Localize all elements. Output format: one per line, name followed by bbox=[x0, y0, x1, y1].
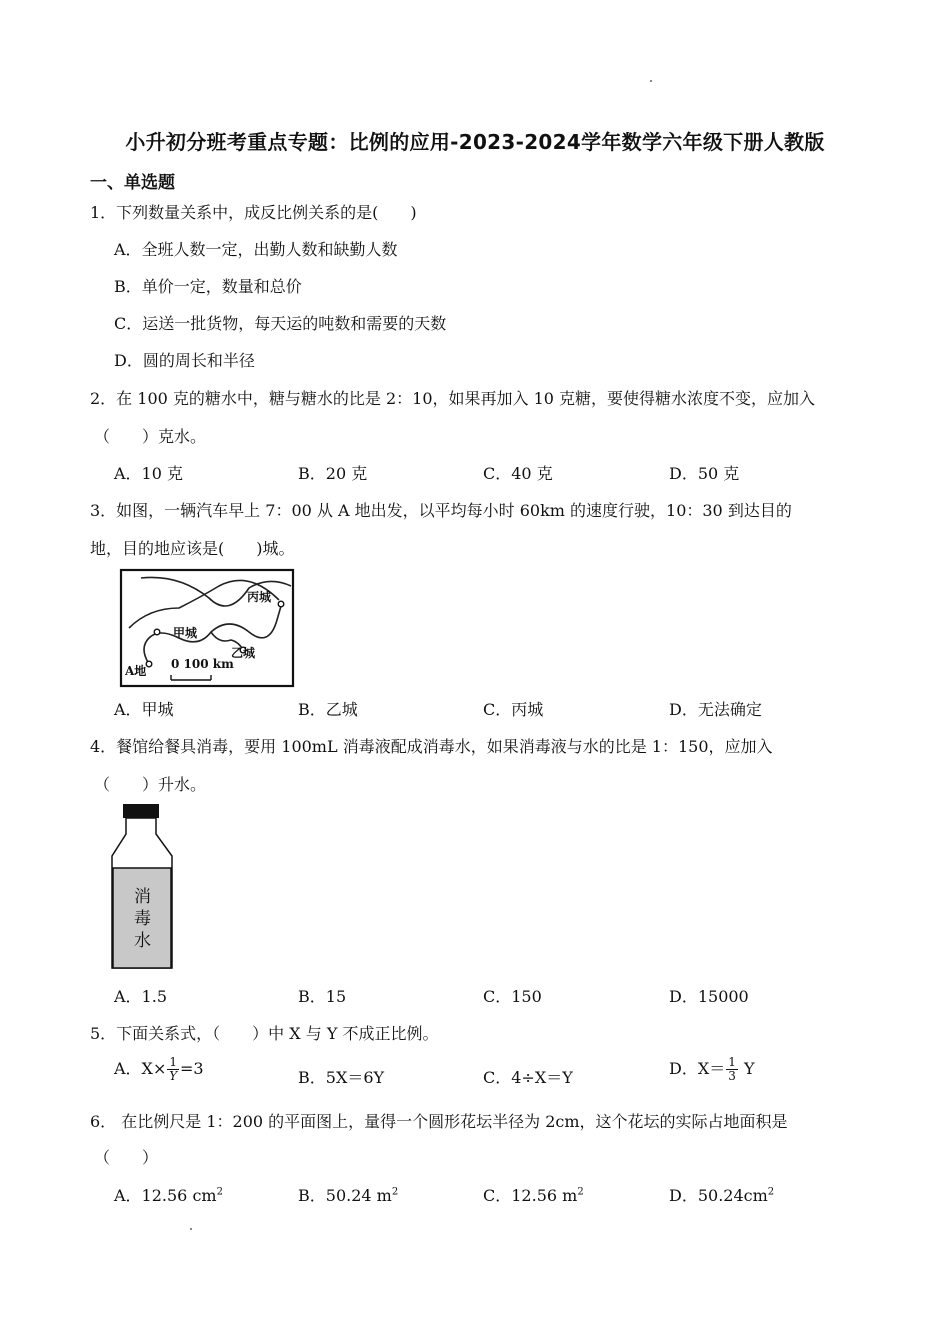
q5-a-denominator: Y bbox=[169, 1069, 178, 1083]
q4-option-c[interactable]: C．150 bbox=[483, 987, 542, 1006]
q3-option-a[interactable]: A．甲城 bbox=[114, 700, 174, 719]
q6-option-b[interactable] bbox=[298, 1183, 398, 1206]
q6-c-text: C．12.56 m bbox=[483, 1186, 578, 1205]
q5-option-b[interactable]: B．5X＝6Y bbox=[298, 1068, 385, 1087]
bottle-label-char-2: 毒 bbox=[134, 909, 151, 929]
q5-a-fraction bbox=[167, 1056, 179, 1083]
q6-c-exponent: 2 bbox=[577, 1186, 584, 1198]
section-heading: 一、单选题 bbox=[90, 173, 175, 193]
question-2-stem: 2．在 100 克的糖水中，糖与糖水的比是 2：10，如果再加入 10 克糖，要使得糖水浓度不变，应加入 bbox=[90, 389, 816, 408]
q6-b-text: B．50.24 m bbox=[298, 1186, 392, 1205]
route-map-figure bbox=[119, 568, 297, 690]
q5-option-a[interactable] bbox=[114, 1056, 204, 1083]
q2-option-b[interactable]: B．20 克 bbox=[298, 464, 368, 483]
bottle-label-char-1: 消 bbox=[134, 887, 151, 907]
q1-option-c[interactable]: C．运送一批货物，每天运的吨数和需要的天数 bbox=[114, 314, 447, 333]
q5-d-numerator: 1 bbox=[728, 1055, 736, 1069]
q6-option-d[interactable] bbox=[669, 1183, 774, 1206]
map-city-bing: 丙城 bbox=[247, 590, 272, 604]
q6-option-a[interactable] bbox=[114, 1183, 223, 1206]
q3-option-d[interactable]: D．无法确定 bbox=[669, 700, 762, 719]
q4-option-d[interactable]: D．15000 bbox=[669, 987, 749, 1006]
q6-b-exponent: 2 bbox=[391, 1186, 399, 1198]
question-1-stem: 1．下列数量关系中，成反比例关系的是( ) bbox=[90, 203, 417, 222]
q5-d-fraction bbox=[726, 1056, 738, 1083]
q5-option-d[interactable] bbox=[669, 1056, 755, 1083]
q3-option-b[interactable]: B．乙城 bbox=[298, 700, 358, 719]
question-6-stem-cont: （ ） bbox=[94, 1148, 159, 1167]
question-6-stem: 6． 在比例尺是 1：200 的平面图上，量得一个圆形花坛半径为 2cm，这个花坛的实际占地面积是 bbox=[90, 1112, 788, 1131]
q3-option-c[interactable]: C．丙城 bbox=[483, 700, 544, 719]
q6-a-exponent: 2 bbox=[216, 1186, 223, 1198]
q1-option-b[interactable]: B．单价一定，数量和总价 bbox=[114, 277, 302, 296]
question-4-stem: 4．餐馆给餐具消毒，要用 100mL 消毒液配成消毒水，如果消毒液与水的比是 1：150，应加入 bbox=[90, 737, 773, 756]
question-2-stem-cont: （ ）克水。 bbox=[94, 427, 207, 446]
bottle-label-char-3: 水 bbox=[134, 931, 151, 951]
q5-d-prefix: D．X＝ bbox=[669, 1059, 726, 1078]
question-3-stem-cont: 地，目的地应该是( )城。 bbox=[90, 539, 295, 558]
q5-d-denominator: 3 bbox=[728, 1069, 736, 1083]
map-city-yi: 乙城 bbox=[231, 646, 256, 660]
q1-option-d[interactable]: D．圆的周长和半径 bbox=[114, 351, 255, 370]
map-scale-label: 0 100 km bbox=[171, 657, 234, 671]
q6-a-text: A．12.56 cm bbox=[114, 1186, 217, 1205]
q6-d-text: D．50.24cm bbox=[669, 1186, 768, 1205]
q1-option-a[interactable]: A．全班人数一定，出勤人数和缺勤人数 bbox=[114, 240, 398, 259]
map-city-jia: 甲城 bbox=[173, 626, 198, 640]
q2-option-d[interactable]: D．50 克 bbox=[669, 464, 740, 483]
q5-a-prefix: A．X× bbox=[114, 1059, 167, 1078]
page-title: 小升初分班考重点专题：比例的应用-2023-2024学年数学六年级下册人教版 bbox=[125, 130, 825, 154]
q6-d-exponent: 2 bbox=[767, 1186, 775, 1198]
q4-option-b[interactable]: B．15 bbox=[298, 987, 347, 1006]
question-4-stem-cont: （ ）升水。 bbox=[94, 775, 207, 794]
question-3-stem: 3．如图，一辆汽车早上 7：00 从 A 地出发，以平均每小时 60km 的速度行驶，10：30 到达目的 bbox=[90, 501, 792, 520]
disinfectant-bottle bbox=[108, 802, 178, 972]
map-origin-a: A地 bbox=[125, 664, 147, 678]
q5-a-suffix: =3 bbox=[180, 1059, 204, 1078]
q4-option-a[interactable]: A．1.5 bbox=[114, 987, 168, 1006]
q5-d-suffix: Y bbox=[738, 1059, 755, 1078]
question-5-stem: 5．下面关系式，（ ）中 X 与 Y 不成正比例。 bbox=[90, 1024, 439, 1043]
q2-option-c[interactable]: C．40 克 bbox=[483, 464, 553, 483]
q5-a-numerator: 1 bbox=[169, 1055, 177, 1069]
q2-option-a[interactable]: A．10 克 bbox=[114, 464, 184, 483]
q6-option-c[interactable] bbox=[483, 1183, 584, 1206]
q5-option-c[interactable]: C．4÷X＝Y bbox=[483, 1068, 573, 1087]
